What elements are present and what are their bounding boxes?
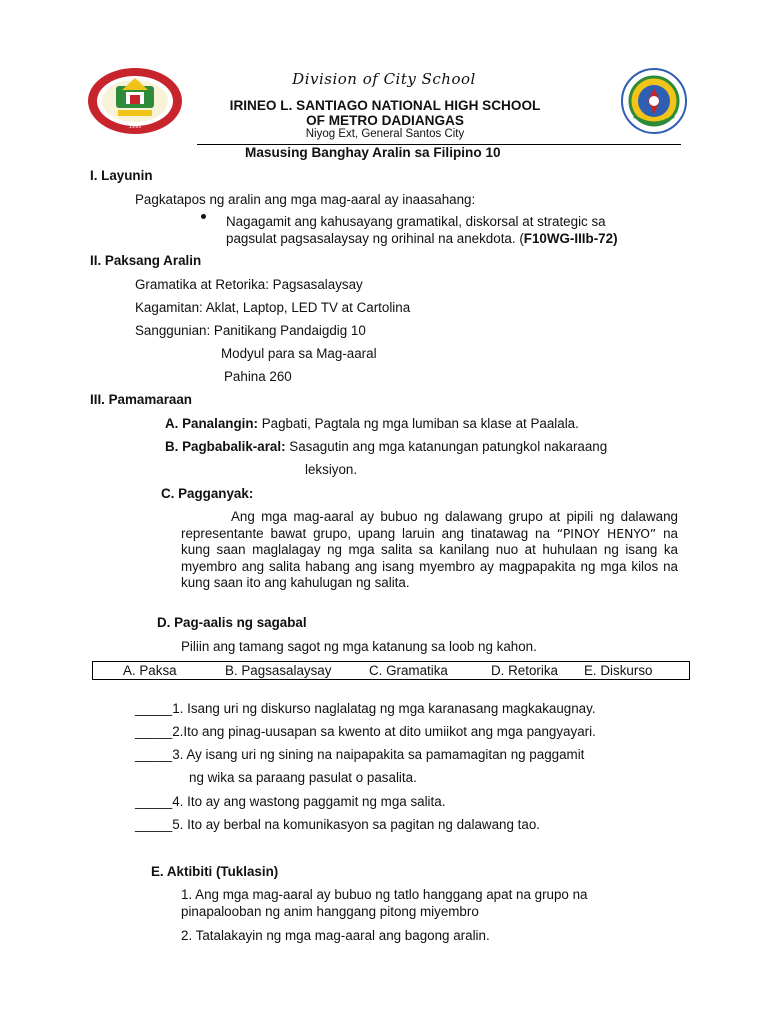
- choices-box: [92, 661, 690, 680]
- aktibiti-heading: E. Aktibiti (Tuklasin): [151, 864, 279, 879]
- pag-aalis-instruction: Piliin ang tamang sagot ng mga katanung sa loob ng kahon.: [181, 639, 537, 654]
- choice-d: D. Retorika: [491, 663, 558, 678]
- school-name-line2: OF METRO DADIANGAS: [306, 113, 464, 128]
- objective-line2: pagsulat pagsasalaysay ng orihinal na anekdota. (F10WG-IIIb-72): [226, 231, 618, 246]
- section-layunin-heading: I. Layunin: [90, 168, 153, 183]
- pagbabalik-aral-item: B. Pagbabalik-aral: Sasagutin ang mga katanungan patungkol nakaraang: [165, 439, 608, 454]
- question-1: _____1. Isang uri ng diskurso naglalatag ng mga karanasang magkakaugnay.: [135, 701, 596, 716]
- division-heading: Division of City School: [292, 70, 476, 88]
- aktibiti-item1-line1: 1. Ang mga mag-aaral ay bubuo ng tatlo hanggang apat na grupo na: [181, 887, 588, 902]
- question-5: _____5. Ito ay berbal na komunikasyon sa pagitan ng dalawang tao.: [135, 817, 540, 832]
- pahina-line: Pahina 260: [224, 369, 292, 384]
- question-3-continued: ng wika sa paraang pasulat o pasalita.: [189, 770, 417, 785]
- competency-code: F10WG-IIIb-72): [523, 231, 618, 246]
- section-pamamaraan-heading: III. Pamamaraan: [90, 392, 192, 407]
- pagbabalik-aral-continued: leksiyon.: [305, 462, 358, 477]
- bullet-icon: [201, 214, 206, 219]
- school-name-line1: IRINEO L. SANTIAGO NATIONAL HIGH SCHOOL: [229, 98, 541, 113]
- aktibiti-item2: 2. Tatalakayin ng mga mag-aaral ang bagong aralin.: [181, 928, 490, 943]
- question-4: _____4. Ito ay ang wastong paggamit ng mga salita.: [135, 794, 446, 809]
- question-3: _____3. Ay isang uri ng sining na naipapakita sa pamamagitan ng paggamit: [135, 747, 585, 762]
- gramatika-line: Gramatika at Retorika: Pagsasalaysay: [135, 277, 363, 292]
- choice-e: E. Diskurso: [584, 663, 653, 678]
- pagganyak-paragraph: Ang mga mag-aaral ay bubuo ng dalawang grupo at pipili ng dalawang representante bawat grupo, upang laruin ang tinatawag na “PINOY HENYO” na kung saan maglalagay ng mga salita sa kanilang nuo at huhulaan ng isang ka myembro ang salita habang ang isang myembro ay magpapakita ng mga kilos na kung saan ito ang kahulugan ng salita.: [181, 509, 678, 590]
- pagganyak-heading: C. Pagganyak:: [161, 486, 254, 501]
- choice-b: B. Pagsasalaysay: [225, 663, 332, 678]
- choice-a: A. Paksa: [123, 663, 177, 678]
- kagamitan-line: Kagamitan: Aklat, Laptop, LED TV at Cartolina: [135, 300, 411, 315]
- section-paksang-aralin-heading: II. Paksang Aralin: [90, 253, 202, 268]
- layunin-intro: Pagkatapos ng aralin ang mga mag-aaral ay inaasahang:: [135, 192, 476, 207]
- school-address: Niyog Ext, General Santos City: [305, 128, 465, 140]
- svg-text:1995: 1995: [128, 124, 142, 130]
- pag-aalis-heading: D. Pag-aalis ng sagabal: [157, 615, 307, 630]
- aktibiti-item1-line2: pinapalooban ng anim hanggang pitong miyembro: [181, 904, 479, 919]
- objective-line1: Nagagamit ang kahusayang gramatikal, diskorsal at strategic sa: [226, 214, 606, 229]
- modyul-line: Modyul para sa Mag-aaral: [221, 346, 377, 361]
- panalangin-item: A. Panalangin: Pagbati, Pagtala ng mga lumiban sa klase at Paalala.: [165, 416, 579, 431]
- choice-c: C. Gramatika: [369, 663, 448, 678]
- sanggunian-line: Sanggunian: Panitikang Pandaigdig 10: [135, 323, 366, 338]
- document-title: Masusing Banghay Aralin sa Filipino 10: [245, 145, 501, 160]
- question-2: _____2.Ito ang pinag-uusapan sa kwento at dito umiikot ang mga pangyayari.: [135, 724, 596, 739]
